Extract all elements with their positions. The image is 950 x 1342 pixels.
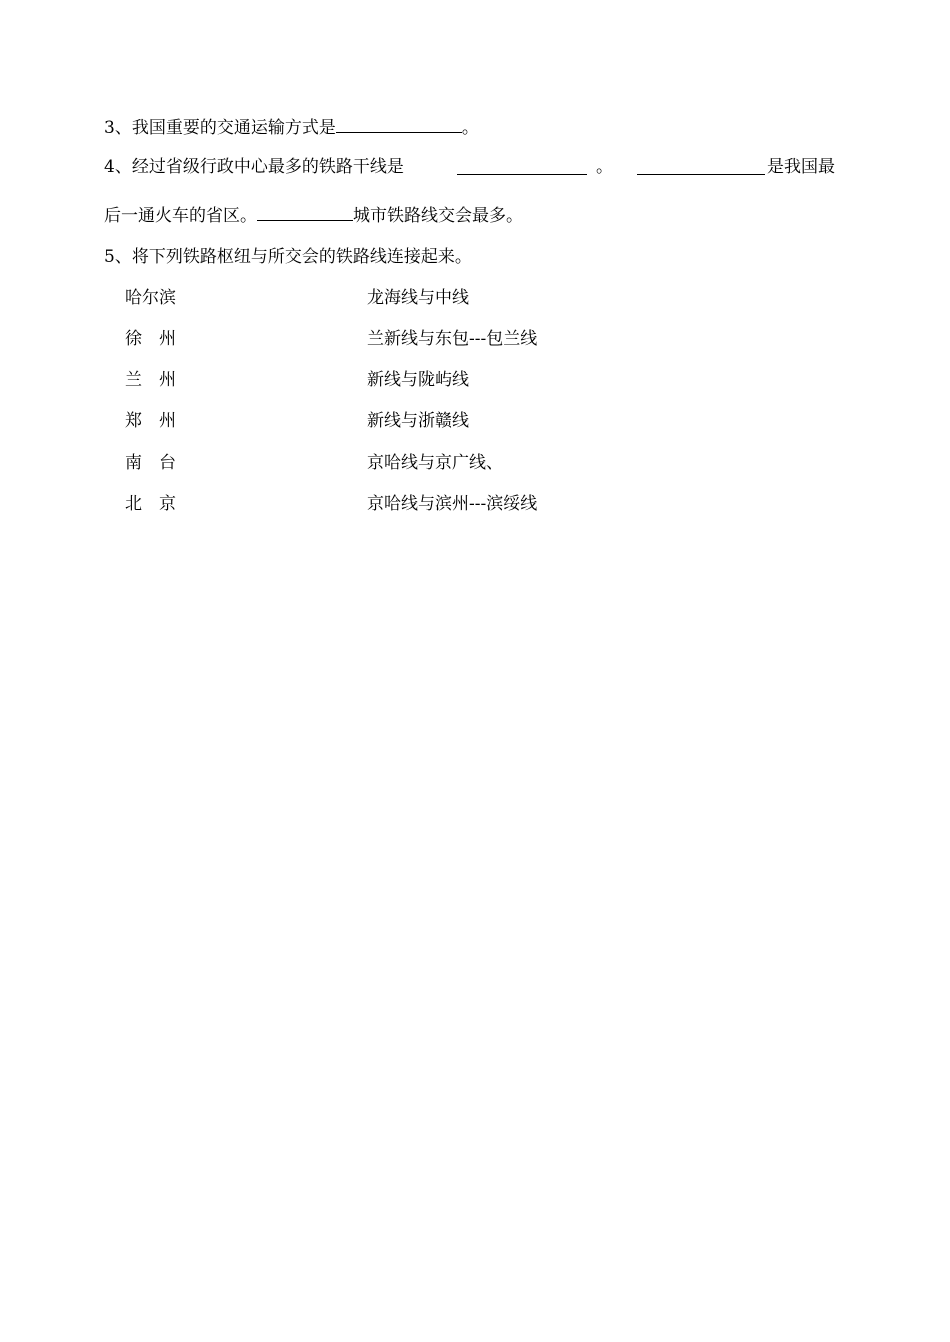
railway-hub[interactable]: 北 京 (125, 494, 176, 514)
question-4-mark (596, 156, 613, 178)
railway-hub[interactable]: 兰 州 (125, 370, 176, 390)
answer-blank[interactable] (637, 158, 765, 175)
railway-line-pair[interactable]: 新线与浙赣线 (367, 411, 469, 431)
railway-hub[interactable]: 徐 州 (125, 329, 176, 349)
railway-line-pair[interactable]: 兰新线与东包---包兰线 (367, 329, 538, 349)
question-4-line-1-end (767, 156, 835, 178)
question-4-period: 。 (596, 157, 613, 177)
question-3 (104, 116, 479, 139)
question-4-continuation: 是我国最 (767, 157, 835, 177)
answer-blank[interactable] (257, 204, 353, 221)
question-4-line-1 (104, 156, 404, 178)
railway-line-pair[interactable]: 龙海线与中线 (367, 288, 469, 308)
question-4-line-2-text: 后一通火车的省区。 (104, 206, 257, 226)
railway-line-pair[interactable]: 新线与陇屿线 (367, 370, 469, 390)
railway-line-pair[interactable]: 京哈线与京广线、 (367, 453, 503, 473)
question-5-instruction (104, 246, 472, 268)
railway-hub[interactable]: 哈尔滨 (125, 288, 176, 308)
question-4-line-2-end: 城市铁路线交会最多。 (353, 206, 523, 226)
railway-hub[interactable]: 郑 州 (125, 411, 176, 431)
railway-line-pair[interactable]: 京哈线与滨州---滨绥线 (367, 494, 538, 514)
answer-blank[interactable] (336, 116, 462, 133)
question-4-text: 4、经过省级行政中心最多的铁路干线是 (104, 157, 404, 177)
answer-blank[interactable] (457, 158, 587, 175)
railway-hub[interactable]: 南 台 (125, 453, 176, 473)
question-4-line-2 (104, 204, 523, 227)
question-3-text: 3、我国重要的交通运输方式是 (104, 118, 336, 138)
question-5-text: 5、将下列铁路枢纽与所交会的铁路线连接起来。 (104, 247, 472, 267)
question-3-end: 。 (461, 118, 479, 138)
